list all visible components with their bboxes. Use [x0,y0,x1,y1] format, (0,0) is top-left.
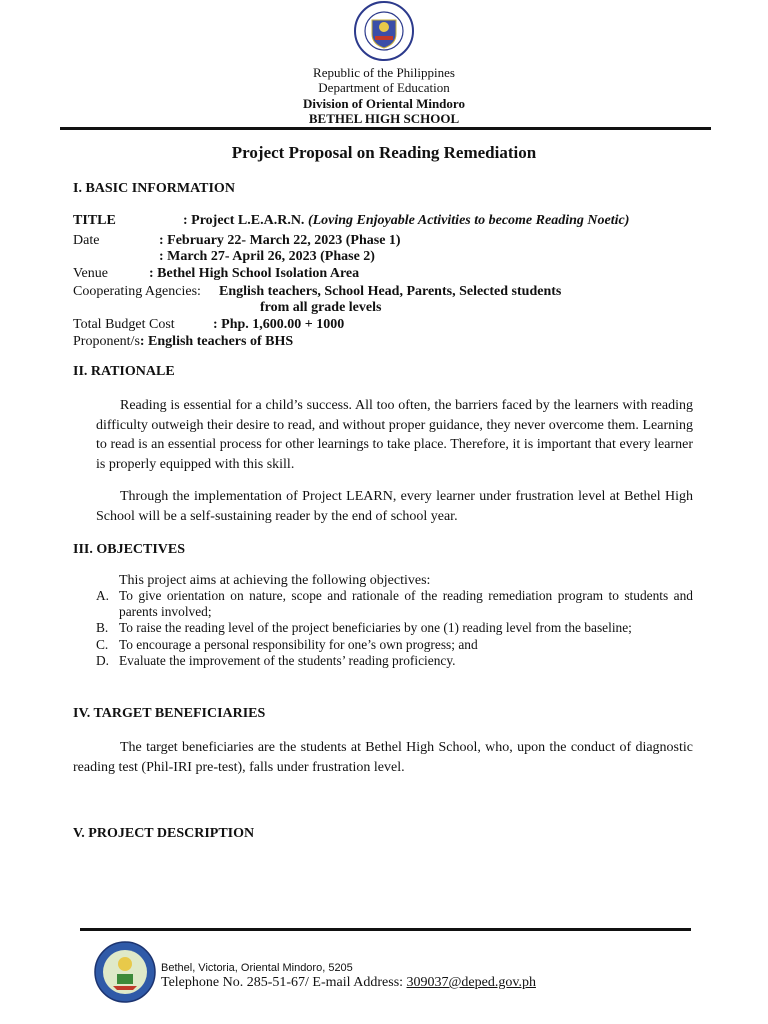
objectives-intro: This project aims at achieving the following objectives: [119,573,431,588]
date-phase1: : February 22- March 22, 2023 (Phase 1) [159,233,401,248]
list-item [96,637,693,653]
footer-address: Bethel, Victoria, Oriental Mindoro, 5205 [161,962,353,974]
list-item-text: To encourage a personal responsibility for one’s own progress; and [119,636,478,652]
title-value-italic: (Loving Enjoyable Activities to become Reading Noetic) [307,213,630,228]
proponent-value: : English teachers of BHS [139,334,294,349]
list-item-letter: C. [96,636,109,652]
list-item-letter: D. [96,653,110,668]
proponent-label: Proponent/s [73,334,140,349]
header-divider [60,127,711,130]
section-rationale: II. RATIONALE [73,364,175,379]
title-label: TITLE [73,213,116,228]
section-project-description: V. PROJECT DESCRIPTION [73,826,255,841]
footer-divider [80,928,691,931]
list-item [96,588,693,619]
section-target-beneficiaries: IV. TARGET BENEFICIARIES [73,706,266,721]
list-item-text: To give orientation on nature, scope and rationale of the reading remediation program to students and parents involved; [119,588,693,619]
list-item [96,620,693,636]
header-republic: Republic of the Philippines [313,65,455,80]
venue-value: : Bethel High School Isolation Area [149,266,360,281]
rationale-text-1: Reading is essential for a child’s success. All too often, the barriers faced by the learners with reading difficulty outweigh their desire to read, and without proper guidance, they never overcome them. Learning to read is an essential process for other learnings to take place. Therefore, it is important that every learner is properly equipped with this skill. [96,398,693,472]
coop-label: Cooperating Agencies: [73,284,201,299]
footer-email-link[interactable]: 309037@deped.gov.ph [406,975,536,990]
date-label: Date [73,233,100,248]
coop-value-1: English teachers, School Head, Parents, Selected students [219,284,562,299]
proponent-row [73,333,293,350]
deped-seal-icon [344,0,424,62]
section-basic-information: I. BASIC INFORMATION [73,181,235,196]
budget-label: Total Budget Cost [73,317,175,332]
venue-label: Venue [73,266,108,281]
rationale-paragraph-1 [96,396,693,474]
rationale-text-2: Through the implementation of Project LEARN, every learner under frustration level at Bethel High School will be a self-sustaining reader by the end of school year. [96,489,693,524]
list-item-letter: A. [96,588,110,603]
footer-phone: Telephone No. 285-51-67/ E-mail Address: [161,975,407,990]
school-logo-icon [93,940,157,1004]
title-value-bold: : Project L.E.A.R.N. [183,213,305,228]
list-item-text: Evaluate the improvement of the students’ reading proficiency. [119,653,456,668]
list-item [96,653,693,669]
rationale-paragraph-2 [96,487,693,526]
section-objectives: III. OBJECTIVES [73,542,186,557]
objectives-list [96,588,693,670]
list-item-letter: B. [96,620,109,635]
header-school: BETHEL HIGH SCHOOL [308,111,460,126]
header-department: Department of Education [318,80,450,95]
beneficiaries-paragraph [73,738,693,777]
budget-value: : Php. 1,600.00 + 1000 [213,317,345,332]
footer-contact [161,974,536,991]
coop-value-2: from all grade levels [260,300,382,315]
beneficiaries-text: The target beneficiaries are the students at Bethel High School, who, upon the conduct of diagnostic reading test (Phil-IRI pre-test), falls under frustration level. [73,740,693,775]
list-item-text: To raise the reading level of the project beneficiaries by one (1) reading level from the baseline; [119,620,632,635]
title-value [183,212,629,229]
date-phase2: : March 27- April 26, 2023 (Phase 2) [159,249,375,264]
header-division: Division of Oriental Mindoro [303,96,465,111]
document-title: Project Proposal on Reading Remediation [231,143,537,162]
